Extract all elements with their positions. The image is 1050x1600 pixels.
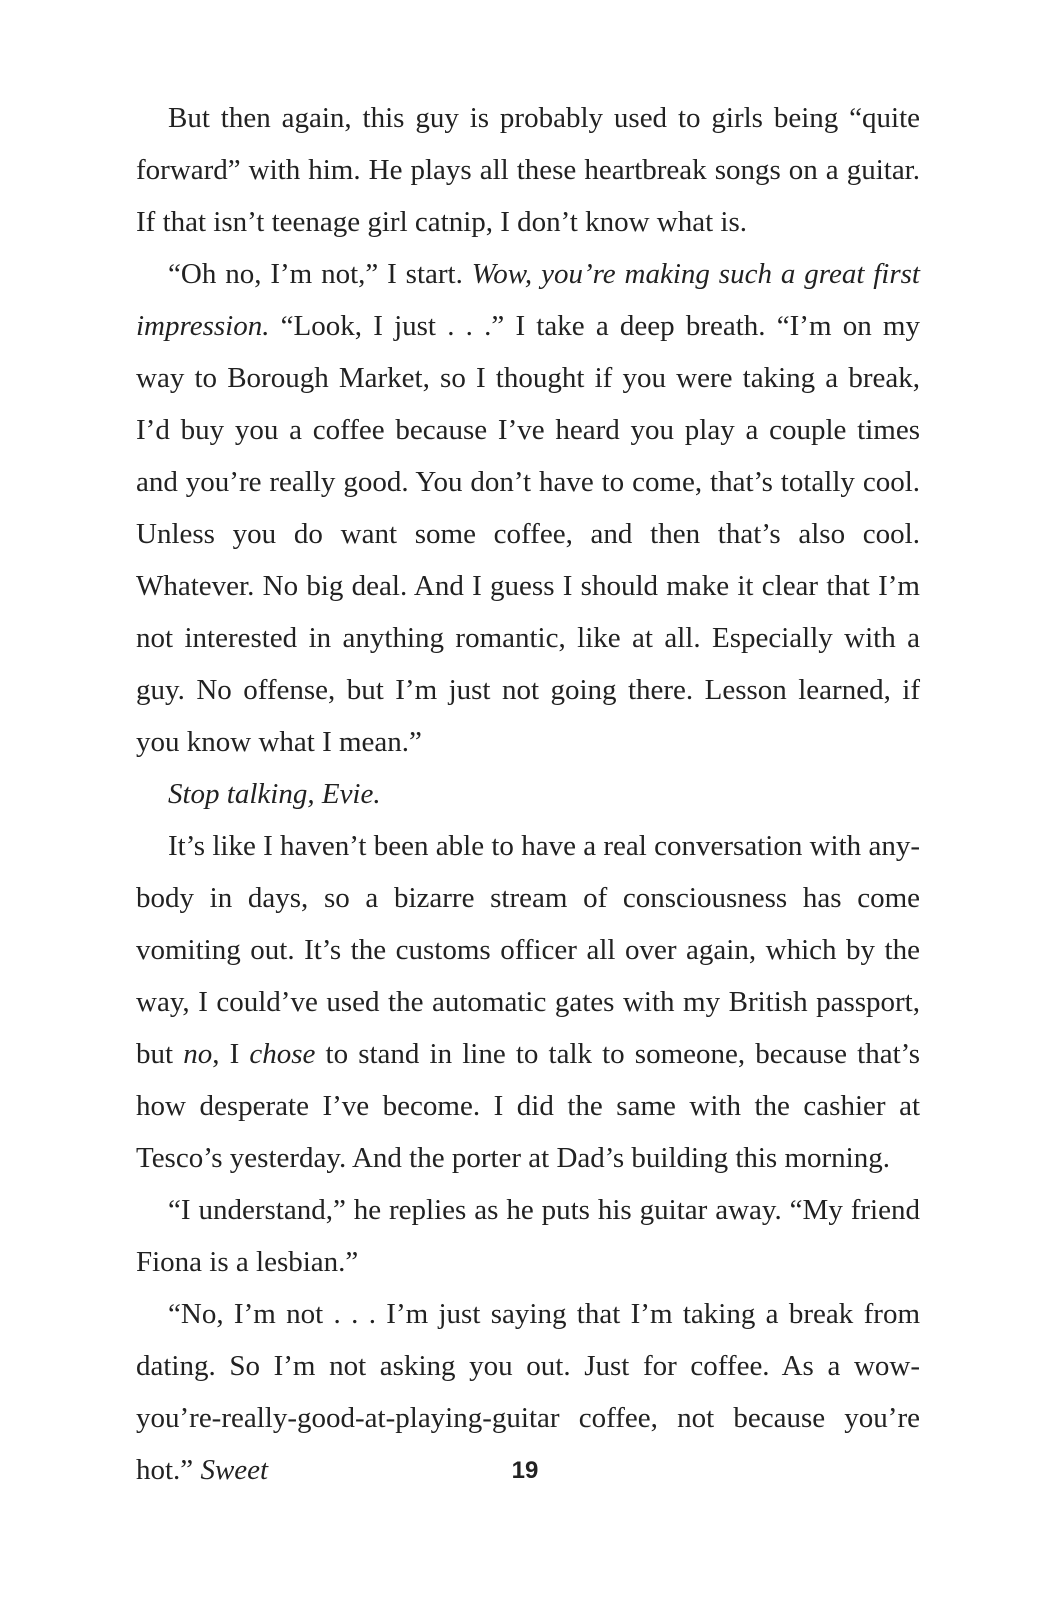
paragraph-text: “Look, I just . . .” I take a deep breath. “I’m on my way to Borough Market, so I thought if you were taking a break, I’d buy you a coffee because I’ve heard you play a couple times and you’re really good. You don’t have to come, that’s totally cool. Unless you do want some coffee, and then that’s also cool. Whatever. No big deal. And I guess I should make it clear that I’m not interested in anything romantic, like at all. Especially with a guy. No offense, but I’m just not going there. Lesson learned, if you know what I mean.” (136, 310, 920, 758)
paragraph-4 (136, 820, 920, 1184)
italic-thought: Sweet (200, 1454, 269, 1486)
paragraph-5 (136, 1184, 920, 1288)
italic-emphasis: chose (249, 1038, 316, 1070)
italic-emphasis: no (183, 1038, 213, 1070)
italic-thought: Wow, you’re making such a great first impression. (136, 258, 920, 342)
paragraph-1 (136, 92, 920, 248)
paragraph-text: “I understand,” he replies as he puts his guitar away. “My friend Fiona is a lesbian.” (136, 1194, 920, 1278)
paragraph-text: “No, I’m not . . . I’m just saying that I’m taking a break from dating. So I’m not asking you out. Just for coffee. As a wow-you’re-really-good-at-playing-guitar coffee, not because you’re hot.” (136, 1298, 920, 1486)
paragraph-text: “Oh no, I’m not,” I start. (168, 258, 472, 290)
page-body (136, 92, 920, 1486)
paragraph-2 (136, 248, 920, 768)
paragraph-text: , I (212, 1038, 250, 1070)
paragraph-text: to stand in line to talk to someone, because that’s how desperate I’ve become. I did the same with the cashier at Tesco’s yesterday. And the porter at Dad’s building this morning. (136, 1038, 920, 1174)
italic-thought: Stop talking, Evie. (168, 778, 381, 810)
page-number: 19 (511, 1457, 539, 1484)
paragraph-3 (136, 768, 920, 820)
paragraph-text: It’s like I haven’t been able to have a real conversation with anybody in days, so a bizarre stream of consciousness has come vomiting out. It’s the customs officer all over again, which by the way, I could’ve used the automatic gates with my British passport, but (136, 830, 920, 1070)
paragraph-text: But then again, this guy is probably used to girls being “quite forward” with him. He plays all these heartbreak songs on a guitar. If that isn’t teenage girl catnip, I don’t know what is. (136, 102, 920, 238)
